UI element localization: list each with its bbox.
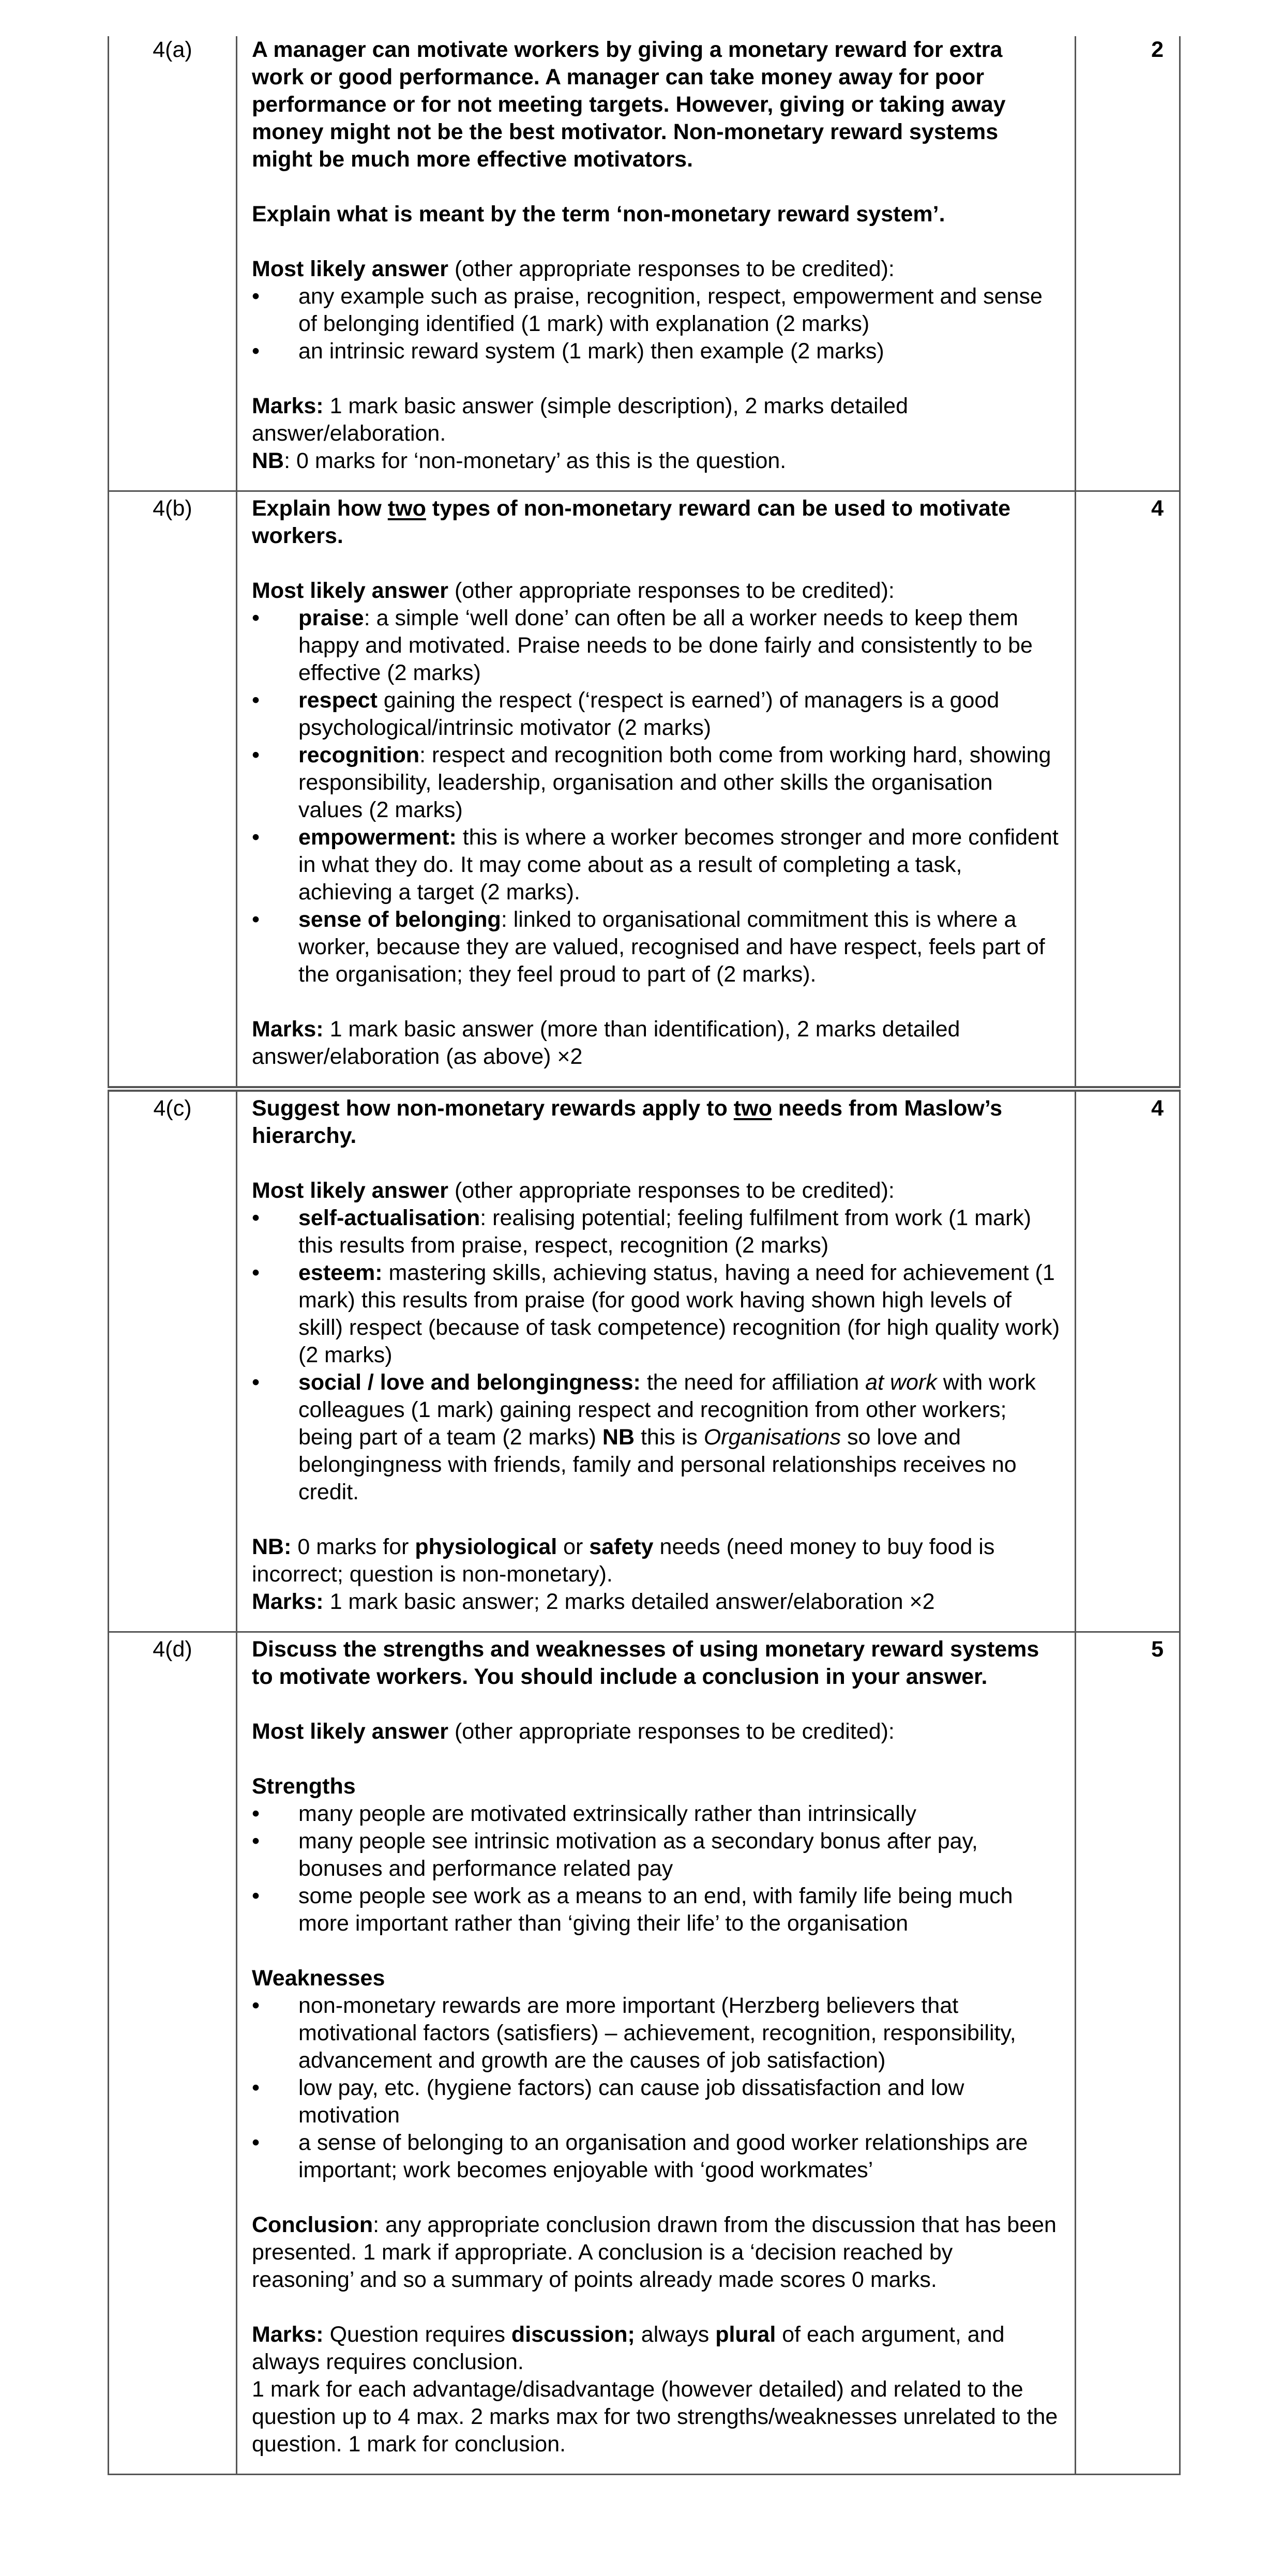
list-item: • a sense of belonging to an organisation and good worker relationships are important; work becomes enjoyable with ‘good workmates’: [252, 2129, 1060, 2184]
most-likely-answer-line: Most likely answer (other appropriate responses to be credited):: [252, 578, 895, 603]
mark-scheme-page: [108, 36, 1179, 2475]
marks-available: 5: [1076, 1632, 1180, 2475]
answer-bullets: [252, 283, 1060, 365]
question-content: [237, 1632, 1076, 2475]
list-item: • any example such as praise, recognition, respect, empowerment and sense of belonging identified (1 mark) with explanation (2 marks): [252, 283, 1060, 338]
marks-available: 2: [1076, 36, 1180, 491]
strengths-heading: Strengths: [252, 1774, 356, 1799]
nb-note: NB: 0 marks for ‘non-monetary’ as this is the question.: [252, 448, 787, 473]
question-prompt: Explain what is meant by the term ‘non-monetary reward system’.: [252, 202, 945, 227]
weaknesses-list: [252, 1992, 1060, 2184]
question-content: [237, 491, 1076, 1089]
most-likely-answer-line: Most likely answer (other appropriate responses to be credited):: [252, 1719, 895, 1744]
question-number: 4(b): [109, 491, 237, 1089]
table-row-4b: [109, 491, 1180, 1089]
marks-allocation: 1 mark for each advantage/disadvantage (however detailed) and related to the question up to 4 max. 2 marks max for two strengths/weaknesses unrelated to the question. 1 mark for conclusion.: [252, 2377, 1058, 2457]
list-item: • many people are motivated extrinsically rather than intrinsically: [252, 1800, 1060, 1828]
question-number: 4(d): [109, 1632, 237, 2475]
list-item: • some people see work as a means to an end, with family life being much more important rather than ‘giving their life’ to the organisation: [252, 1882, 1060, 1937]
question-content: [237, 36, 1076, 491]
question-prompt: Explain how two types of non-monetary reward can be used to motivate workers.: [252, 496, 1011, 548]
question-stem: A manager can motivate workers by giving a monetary reward for extra work or good performance. A manager can take money away for poor performance or for not meeting targets. However, giving or taking away money might not be the best motivator. Non-monetary reward systems might be much more effective motivators.: [252, 37, 1006, 172]
table-row-4d: [109, 1632, 1180, 2475]
conclusion-guidance: Conclusion: any appropriate conclusion drawn from the discussion that has been presented. 1 mark if appropriate. A conclusion is a ‘decision reached by reasoning’ and so a summary of points already made scores 0 marks.: [252, 2212, 1056, 2292]
question-content: [237, 1089, 1076, 1632]
strengths-list: [252, 1800, 1060, 1937]
table-row-4a: [109, 36, 1180, 491]
weaknesses-heading: Weaknesses: [252, 1966, 385, 1991]
answer-bullets: [252, 1204, 1060, 1506]
table-row-4c: [109, 1089, 1180, 1632]
question-prompt: Suggest how non-monetary rewards apply to two needs from Maslow’s hierarchy.: [252, 1096, 1003, 1148]
most-likely-answer-line: Most likely answer (other appropriate responses to be credited):: [252, 257, 895, 281]
nb-note: NB: 0 marks for physiological or safety needs (need money to buy food is incorrect; question is non-monetary).: [252, 1534, 995, 1587]
question-prompt: Discuss the strengths and weaknesses of using monetary reward systems to motivate workers. You should include a conclusion in your answer.: [252, 1637, 1039, 1689]
list-item: • self-actualisation: realising potential; feeling fulfilment from work (1 mark) this results from praise, respect, recognition (2 marks): [252, 1204, 1060, 1259]
list-item: • empowerment: this is where a worker becomes stronger and more confident in what they do. It may come about as a result of completing a task, achieving a target (2 marks).: [252, 824, 1060, 906]
list-item: • respect gaining the respect (‘respect is earned’) of managers is a good psychological/intrinsic motivator (2 marks): [252, 687, 1060, 742]
marks-guidance: Marks: Question requires discussion; always plural of each argument, and always requires conclusion.: [252, 2322, 1005, 2374]
marks-guidance: Marks: 1 mark basic answer (simple description), 2 marks detailed answer/elaboration.: [252, 394, 908, 446]
list-item: • an intrinsic reward system (1 mark) then example (2 marks): [252, 338, 1060, 365]
marks-guidance: Marks: 1 mark basic answer; 2 marks detailed answer/elaboration ×2: [252, 1589, 935, 1614]
list-item: • sense of belonging: linked to organisational commitment this is where a worker, because they are valued, recognised and have respect, feels part of the organisation; they feel proud to part of (2 marks).: [252, 906, 1060, 988]
marks-guidance: Marks: 1 mark basic answer (more than identification), 2 marks detailed answer/elaboration (as above) ×2: [252, 1017, 960, 1069]
list-item: • non-monetary rewards are more important (Herzberg believers that motivational factors (satisfiers) – achievement, recognition, responsibility, advancement and growth are the causes of job satisfaction): [252, 1992, 1060, 2074]
most-likely-answer-line: Most likely answer (other appropriate responses to be credited):: [252, 1178, 895, 1203]
list-item: • low pay, etc. (hygiene factors) can cause job dissatisfaction and low motivation: [252, 2074, 1060, 2129]
list-item: • recognition: respect and recognition both come from working hard, showing responsibility, leadership, organisation and other skills the organisation values (2 marks): [252, 742, 1060, 824]
list-item: • social / love and belongingness: the need for affiliation at work with work colleagues (1 mark) gaining respect and recognition from other workers; being part of a team (2 marks) NB this is Organisations so love and belongingness with friends, family and personal relationships receives no credit.: [252, 1369, 1060, 1506]
question-number: 4(c): [109, 1089, 237, 1632]
question-number: 4(a): [109, 36, 237, 491]
marks-available: 4: [1076, 491, 1180, 1089]
marks-available: 4: [1076, 1089, 1180, 1632]
list-item: • praise: a simple ‘well done’ can often be all a worker needs to keep them happy and motivated. Praise needs to be done fairly and consistently to be effective (2 marks): [252, 605, 1060, 687]
mark-scheme-table: [108, 36, 1181, 2475]
list-item: • many people see intrinsic motivation as a secondary bonus after pay, bonuses and performance related pay: [252, 1828, 1060, 1882]
answer-bullets: [252, 605, 1060, 988]
list-item: • esteem: mastering skills, achieving status, having a need for achievement (1 mark) this results from praise (for good work having shown high levels of skill) respect (because of task competence) recognition (for high quality work) (2 marks): [252, 1259, 1060, 1369]
